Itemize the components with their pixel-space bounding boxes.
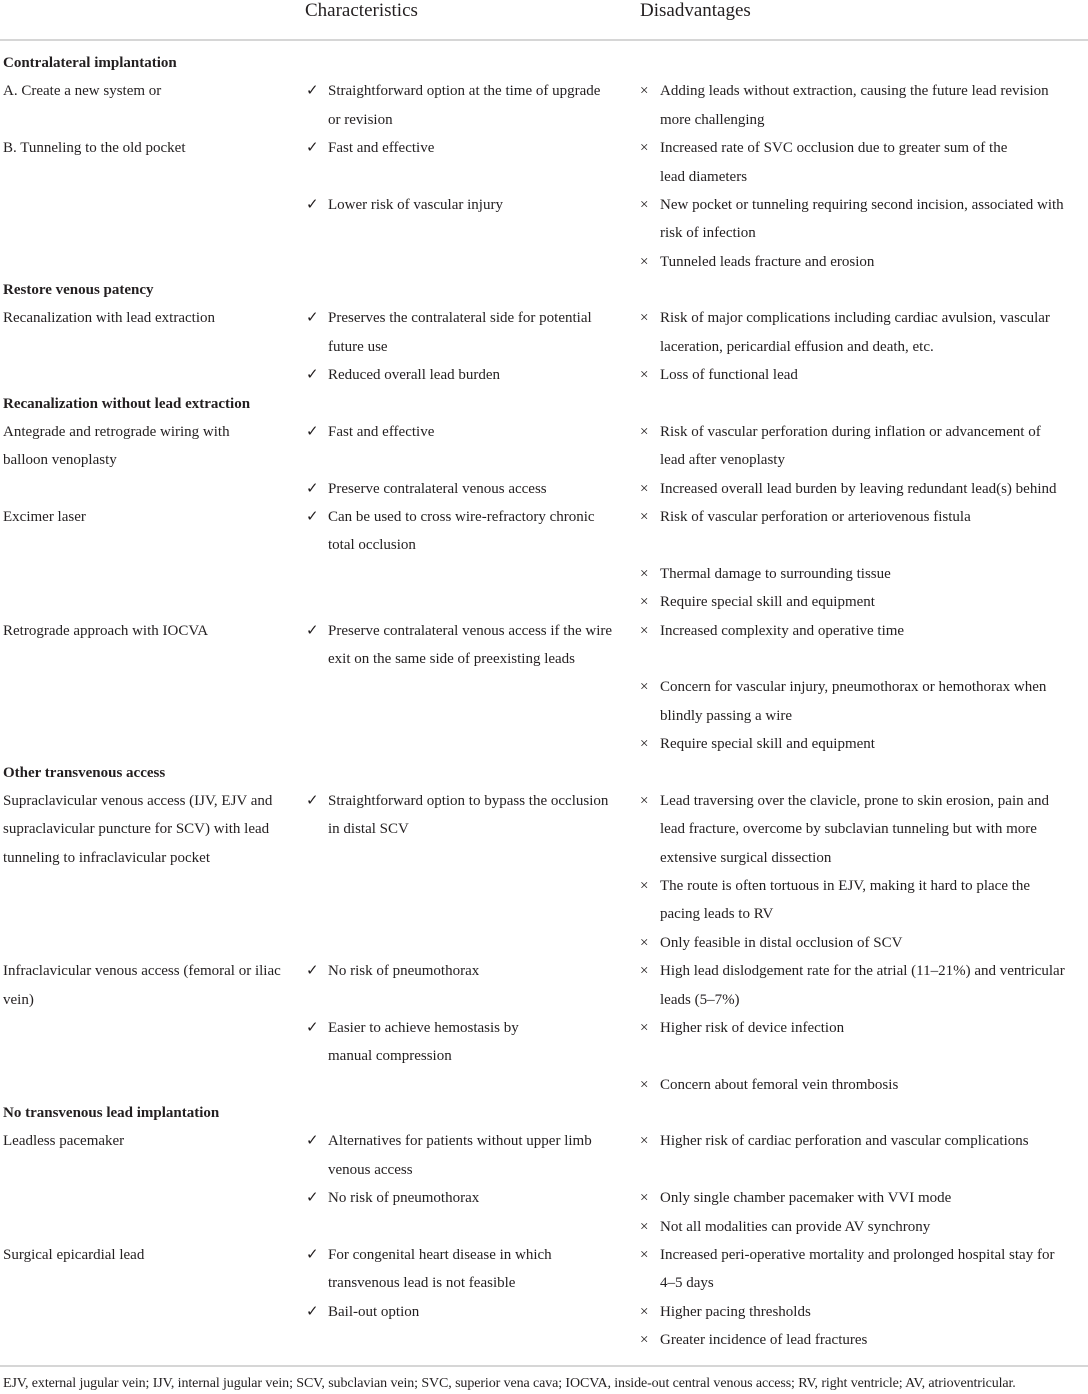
cross-icon: ×: [640, 1133, 649, 1149]
check-icon: ✓: [306, 197, 319, 213]
characteristic-text: in distal SCV: [328, 821, 409, 837]
disadvantage-text: The route is often tortuous in EJV, making it hard to place the: [660, 878, 1031, 894]
row-label: vein): [3, 992, 34, 1008]
row-label: Recanalization with lead extraction: [3, 310, 215, 326]
characteristic-text: Easier to achieve hemostasis by: [328, 1020, 519, 1036]
disadvantage-text: Increased peri-operative mortality and prolonged hospital stay for: [660, 1247, 1055, 1263]
disadvantage-text: lead after venoplasty: [660, 452, 785, 468]
cross-icon: ×: [640, 509, 649, 525]
disadvantage-text: leads (5–7%): [660, 992, 740, 1008]
footnote: EJV, external jugular vein; IJV, internal jugular vein; SCV, subclavian vein; SVC, superior vena cava; IOCVA, inside-out central venous access; RV, right ventricle; AV, atrioventricular.: [3, 1376, 1016, 1391]
disadvantage-text: Risk of vascular perforation during inflation or advancement of: [660, 424, 1041, 440]
disadvantage-text: New pocket or tunneling requiring second incision, associated with: [660, 197, 1064, 213]
row-label: Infraclavicular venous access (femoral or iliac: [3, 963, 281, 979]
section-heading: Other transvenous access: [3, 765, 166, 781]
disadvantage-text: lead fracture, overcome by subclavian tunneling but with more: [660, 821, 1037, 837]
disadvantage-text: Adding leads without extraction, causing the future lead revision: [660, 83, 1049, 99]
disadvantage-text: Risk of major complications including cardiac avulsion, vascular: [660, 310, 1050, 326]
cross-icon: ×: [640, 594, 649, 610]
disadvantage-text: Greater incidence of lead fractures: [660, 1332, 868, 1348]
footer-divider: [0, 1365, 1088, 1367]
disadvantage-text: High lead dislodgement rate for the atrial (11–21%) and ventricular: [660, 963, 1065, 979]
cross-icon: ×: [640, 793, 649, 809]
cross-icon: ×: [640, 1020, 649, 1036]
row-label: Surgical epicardial lead: [3, 1247, 145, 1263]
disadvantage-text: Higher risk of device infection: [660, 1020, 845, 1036]
check-icon: ✓: [306, 367, 319, 383]
characteristic-text: For congenital heart disease in which: [328, 1247, 552, 1263]
cross-icon: ×: [640, 1304, 649, 1320]
cross-icon: ×: [640, 424, 649, 440]
cross-icon: ×: [640, 1247, 649, 1263]
disadvantage-text: laceration, pericardial effusion and death, etc.: [660, 339, 934, 355]
row-label: Antegrade and retrograde wiring with: [3, 424, 230, 440]
section-heading: Restore venous patency: [3, 282, 154, 298]
disadvantage-text: Concern about femoral vein thrombosis: [660, 1077, 899, 1093]
check-icon: ✓: [306, 140, 319, 156]
cross-icon: ×: [640, 1077, 649, 1093]
check-icon: ✓: [306, 83, 319, 99]
check-icon: ✓: [306, 1133, 319, 1149]
characteristic-text: transvenous lead is not feasible: [328, 1275, 516, 1291]
characteristic-text: Preserve contralateral venous access: [328, 481, 547, 497]
cross-icon: ×: [640, 83, 649, 99]
characteristic-text: No risk of pneumothorax: [328, 963, 480, 979]
check-icon: ✓: [306, 481, 319, 497]
check-icon: ✓: [306, 793, 319, 809]
row-label: balloon venoplasty: [3, 452, 117, 468]
disadvantage-text: Increased rate of SVC occlusion due to greater sum of the: [660, 140, 1008, 156]
row-label: Supraclavicular venous access (IJV, EJV and: [3, 793, 273, 809]
check-icon: ✓: [306, 963, 319, 979]
characteristic-text: Reduced overall lead burden: [328, 367, 501, 383]
disadvantage-text: Concern for vascular injury, pneumothorax or hemothorax when: [660, 679, 1047, 695]
disadvantage-text: Only single chamber pacemaker with VVI mode: [660, 1190, 952, 1206]
characteristic-text: Straightforward option to bypass the occlusion: [328, 793, 609, 809]
cross-icon: ×: [640, 736, 649, 752]
characteristic-text: Can be used to cross wire-refractory chronic: [328, 509, 595, 525]
check-icon: ✓: [306, 424, 319, 440]
check-icon: ✓: [306, 310, 319, 326]
disadvantage-text: Tunneled leads fracture and erosion: [660, 254, 875, 270]
characteristic-text: or revision: [328, 112, 393, 128]
cross-icon: ×: [640, 310, 649, 326]
characteristic-text: Bail-out option: [328, 1304, 420, 1320]
disadvantage-text: Higher risk of cardiac perforation and vascular complications: [660, 1133, 1029, 1149]
cross-icon: ×: [640, 140, 649, 156]
row-label: tunneling to infraclavicular pocket: [3, 850, 211, 866]
disadvantage-text: lead diameters: [660, 169, 748, 185]
cross-icon: ×: [640, 679, 649, 695]
row-label: Retrograde approach with IOCVA: [3, 623, 209, 639]
disadvantage-text: pacing leads to RV: [660, 906, 774, 922]
check-icon: ✓: [306, 509, 319, 525]
check-icon: ✓: [306, 1247, 319, 1263]
cross-icon: ×: [640, 1190, 649, 1206]
characteristic-text: Preserves the contralateral side for potential: [328, 310, 592, 326]
characteristic-text: Fast and effective: [328, 424, 435, 440]
disadvantage-text: risk of infection: [660, 225, 756, 241]
cross-icon: ×: [640, 1332, 649, 1348]
disadvantage-text: Loss of functional lead: [660, 367, 798, 383]
row-label: B. Tunneling to the old pocket: [3, 140, 186, 156]
section-heading: Contralateral implantation: [3, 55, 177, 71]
disadvantage-text: extensive surgical dissection: [660, 850, 832, 866]
cross-icon: ×: [640, 935, 649, 951]
disadvantage-text: more challenging: [660, 112, 765, 128]
characteristic-text: No risk of pneumothorax: [328, 1190, 480, 1206]
header-characteristics: Characteristics: [305, 0, 418, 21]
characteristic-text: Alternatives for patients without upper limb: [328, 1133, 592, 1149]
characteristic-text: manual compression: [328, 1048, 452, 1064]
cross-icon: ×: [640, 481, 649, 497]
row-label: supraclavicular puncture for SCV) with lead: [3, 821, 270, 837]
disadvantage-text: Not all modalities can provide AV synchrony: [660, 1219, 931, 1235]
characteristic-text: total occlusion: [328, 537, 416, 553]
characteristic-text: Straightforward option at the time of upgrade: [328, 83, 601, 99]
cross-icon: ×: [640, 1219, 649, 1235]
disadvantage-text: Require special skill and equipment: [660, 736, 875, 752]
check-icon: ✓: [306, 1020, 319, 1036]
check-icon: ✓: [306, 1190, 319, 1206]
cross-icon: ×: [640, 254, 649, 270]
disadvantage-text: Higher pacing thresholds: [660, 1304, 811, 1320]
check-icon: ✓: [306, 623, 319, 639]
row-label: Excimer laser: [3, 509, 86, 525]
characteristic-text: Fast and effective: [328, 140, 435, 156]
cross-icon: ×: [640, 623, 649, 639]
cross-icon: ×: [640, 963, 649, 979]
cross-icon: ×: [640, 197, 649, 213]
characteristic-text: exit on the same side of preexisting leads: [328, 651, 576, 667]
header-divider: [0, 39, 1088, 41]
disadvantage-text: Increased overall lead burden by leaving redundant lead(s) behind: [660, 481, 1057, 497]
cross-icon: ×: [640, 367, 649, 383]
row-label: Leadless pacemaker: [3, 1133, 125, 1149]
cross-icon: ×: [640, 566, 649, 582]
disadvantage-text: Lead traversing over the clavicle, prone to skin erosion, pain and: [660, 793, 1050, 809]
header-disadvantages: Disadvantages: [640, 0, 751, 21]
section-heading: Recanalization without lead extraction: [3, 396, 251, 412]
disadvantage-text: Risk of vascular perforation or arteriovenous fistula: [660, 509, 971, 525]
section-heading: No transvenous lead implantation: [3, 1105, 220, 1121]
disadvantage-text: Only feasible in distal occlusion of SCV: [660, 935, 903, 951]
row-label: A. Create a new system or: [3, 83, 162, 99]
characteristic-text: future use: [328, 339, 388, 355]
disadvantage-text: Increased complexity and operative time: [660, 623, 905, 639]
characteristic-text: Preserve contralateral venous access if the wire: [328, 623, 613, 639]
check-icon: ✓: [306, 1304, 319, 1320]
disadvantage-text: blindly passing a wire: [660, 708, 793, 724]
characteristic-text: venous access: [328, 1162, 413, 1178]
cross-icon: ×: [640, 878, 649, 894]
disadvantage-text: Require special skill and equipment: [660, 594, 875, 610]
characteristic-text: Lower risk of vascular injury: [328, 197, 503, 213]
disadvantage-text: 4–5 days: [660, 1275, 714, 1291]
disadvantage-text: Thermal damage to surrounding tissue: [660, 566, 891, 582]
